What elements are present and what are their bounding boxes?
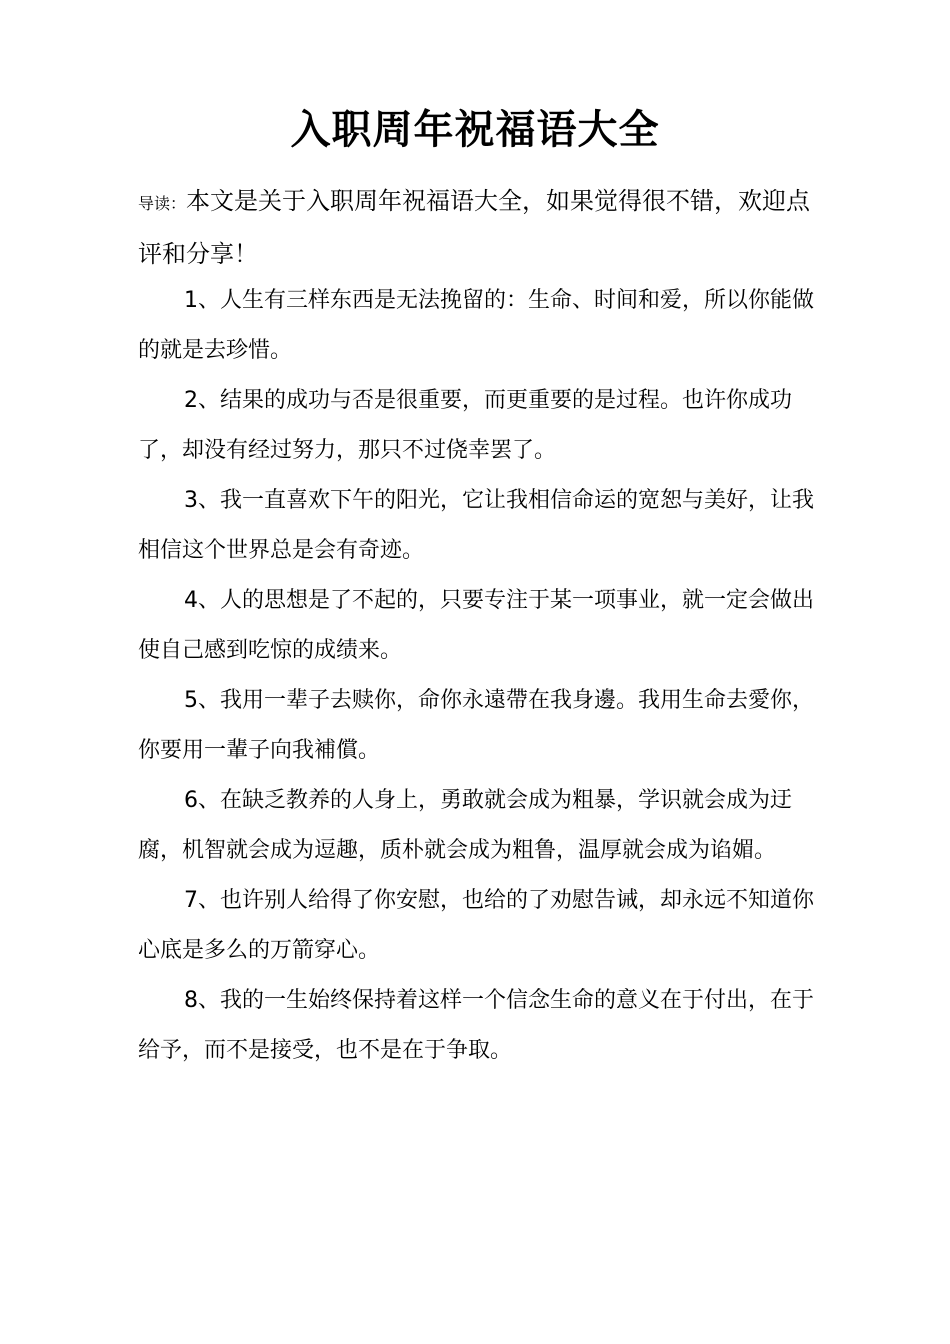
intro-lead-label: 导读： <box>138 194 187 213</box>
intro-text: 本文是关于入职周年祝福语大全，如果觉得很不错，欢迎点评和分享！ <box>138 187 811 268</box>
paragraph-8: 8、我的一生始终保持着这样一个信念生命的意义在于付出，在于给予，而不是接受，也不是在于争取。 <box>138 988 814 1063</box>
paragraph-3: 3、我一直喜欢下午的阳光，它让我相信命运的宽恕与美好，让我相信这个世界总是会有奇迹。 <box>138 488 814 563</box>
paragraph-6: 6、在缺乏教养的人身上，勇敢就会成为粗暴，学识就会成为迂 <box>184 788 792 813</box>
document-title: 入职周年祝福语大全 <box>290 107 660 153</box>
document-body <box>138 276 828 1076</box>
paragraph-1: 1、人生有三样东西是无法挽留的：生命、时间和爱，所以你能做的就是去珍惜。 <box>138 288 814 363</box>
paragraph-6-continued: 腐，机智就会成为逗趣，质朴就会成为粗鲁，温厚就会成为谄媚。 <box>138 838 777 863</box>
intro-paragraph <box>138 176 818 279</box>
paragraph-7: 7、也许别人给得了你安慰，也给的了劝慰告诫，却永远不知道你心底是多么的万箭穿心。 <box>138 888 814 963</box>
paragraph-4: 4、人的思想是了不起的，只要专注于某一项事业，就一定会做出使自己感到吃惊的成绩来。 <box>138 588 814 663</box>
paragraph-5: 5、我用一辈子去赎你，命你永遠帶在我身邊。我用生命去愛你，你要用一輩子向我補償。 <box>138 688 814 763</box>
paragraph-2: 2、结果的成功与否是很重要，而更重要的是过程。也许你成功了，却没有经过努力，那只不过侥幸罢了。 <box>138 388 792 463</box>
